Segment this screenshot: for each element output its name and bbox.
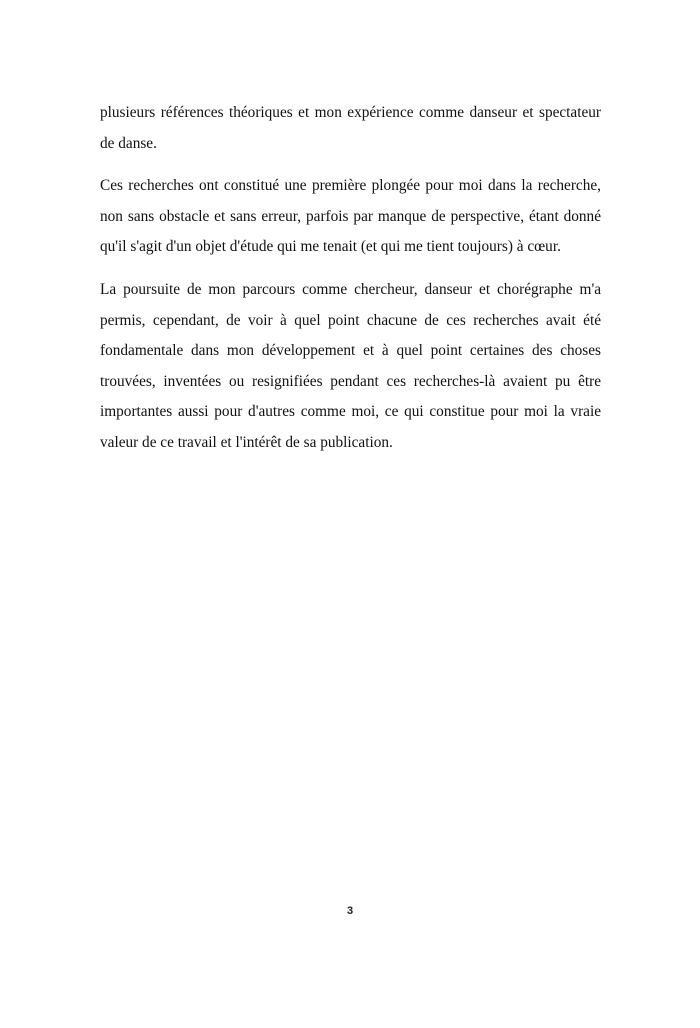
paragraph-1: plusieurs références théoriques et mon expérience comme danseur et spectateur de danse. bbox=[100, 104, 601, 152]
page-number: 3 bbox=[346, 905, 354, 917]
paragraph-3: La poursuite de mon parcours comme chercheur, danseur et chorégraphe m'a permis, cependant, de voir à quel point chacune de ces recherches avait été fondamentale dans mon développement et à quel point certaines des choses trouvées, inventées ou resignifiées pendant ces recherches-là avaient pu être importantes aussi pour d'autres comme moi, ce qui constitue pour moi la vraie valeur de ce travail et l'intérêt de sa publication. bbox=[100, 280, 601, 451]
body-text bbox=[100, 98, 601, 471]
paragraph-2: Ces recherches ont constitué une première plongée pour moi dans la recherche, non sans obstacle et sans erreur, parfois par manque de perspective, étant donné qu'il s'agit d'un objet d'étude qui me tenait (et qui me tient toujours) à cœur. bbox=[100, 177, 601, 256]
